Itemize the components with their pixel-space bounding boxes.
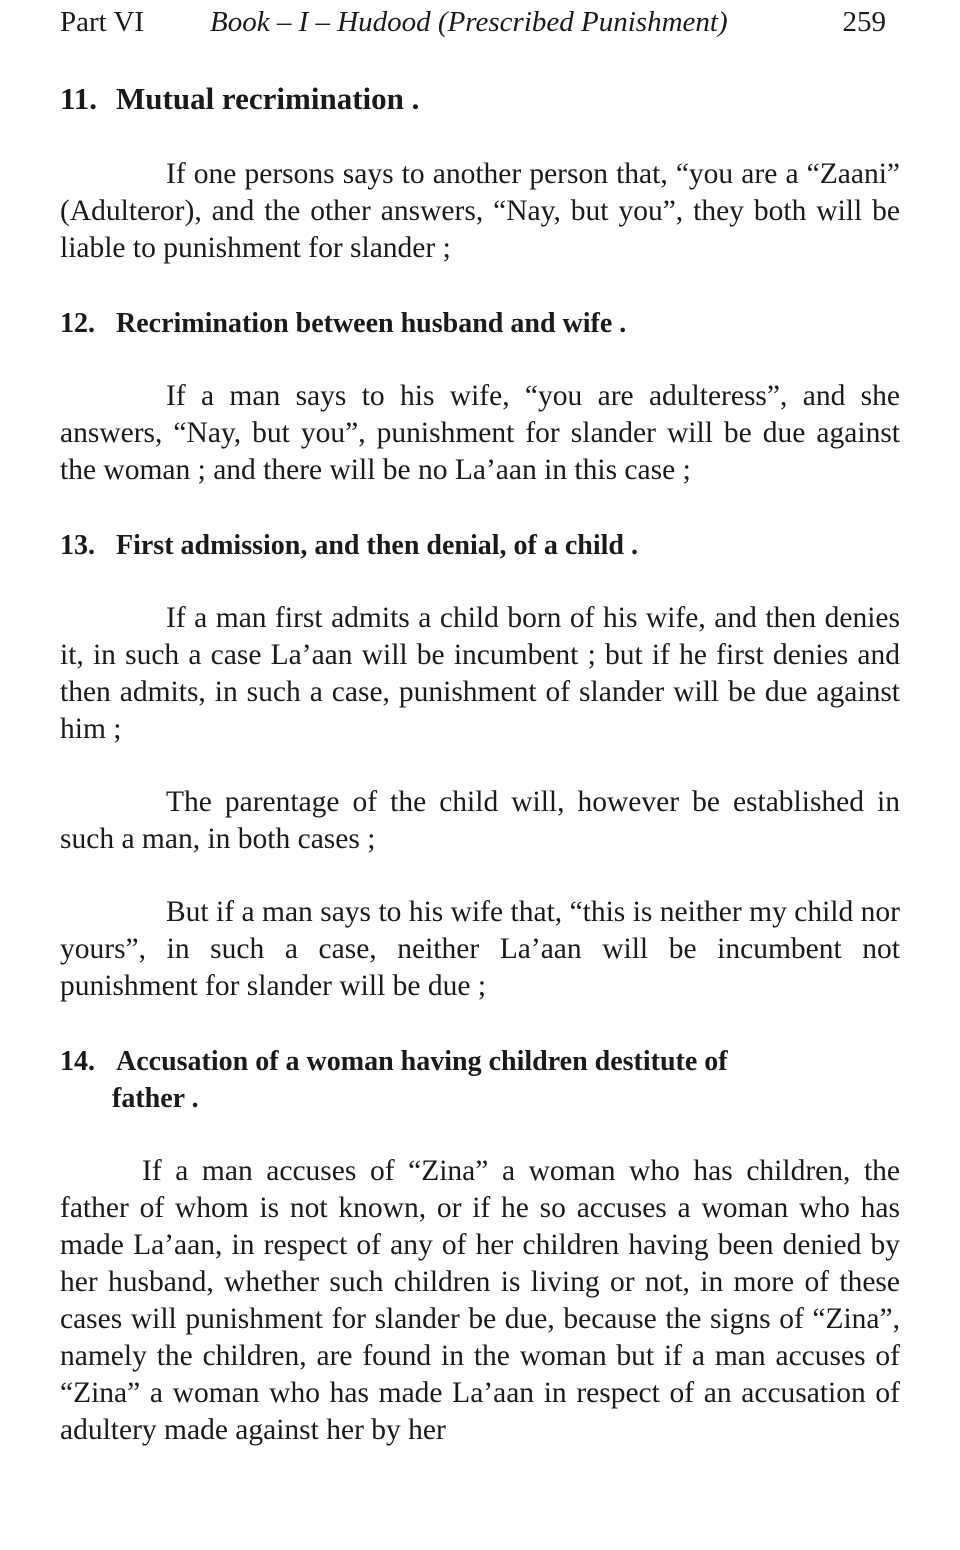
section-title-line-1: Accusation of a woman having children destitute of [116,1046,728,1077]
section-12-paragraph: If a man says to his wife, “you are adulteress”, and she answers, “Nay, but you”, punishment for slander will be due against the woman ; and there will be no La’aan in this case ; [60,380,900,486]
section-heading-11 [60,80,900,117]
section-number: 12. [60,308,95,339]
section-heading-14 [60,1043,900,1117]
section-number: 14. [60,1046,95,1077]
section-11-paragraph: If one persons says to another person that, “you are a “Zaani” (Adulteror), and the other answers, “Nay, but you”, they both will be liable to punishment for slander ; [60,158,900,264]
header-book-title: Book – I – Hudood (Prescribed Punishment) [210,6,728,38]
section-title-line-2: father . [112,1083,199,1114]
section-heading-12 [60,305,900,342]
section-heading-13 [60,527,900,564]
section-number: 11. [60,81,98,116]
section-number: 13. [60,530,95,561]
section-13-paragraph-1: If a man first admits a child born of his wife, and then denies it, in such a case La’aan will be incumbent ; but if he first denies and then admits, in such a case, punishment of slander will be due against him ; [60,602,900,745]
section-14-paragraph: If a man accuses of “Zina” a woman who has children, the father of whom is not known, or if he so accuses a woman who has made La’aan, in respect of any of her children having been denied by her husband, whether such children is living or not, in more of these cases will punishment for slander be due, because the signs of “Zina”, namely the children, are found in the woman but if a man accuses of “Zina” a woman who has made La’aan in respect of an accusation of adultery made against her by her [60,1155,900,1446]
running-header [60,4,900,40]
section-13-paragraph-2: The parentage of the child will, however be established in such a man, in both cases ; [60,786,900,855]
section-title: Mutual recrimination . [116,81,420,116]
section-title: Recrimination between husband and wife . [116,308,627,339]
header-part: Part VI [60,6,145,38]
section-title: First admission, and then denial, of a child . [116,530,638,561]
page-number: 259 [842,6,886,38]
section-13-paragraph-3: But if a man says to his wife that, “this is neither my child nor yours”, in such a case, neither La’aan will be incumbent not punishment for slander will be due ; [60,896,900,1002]
